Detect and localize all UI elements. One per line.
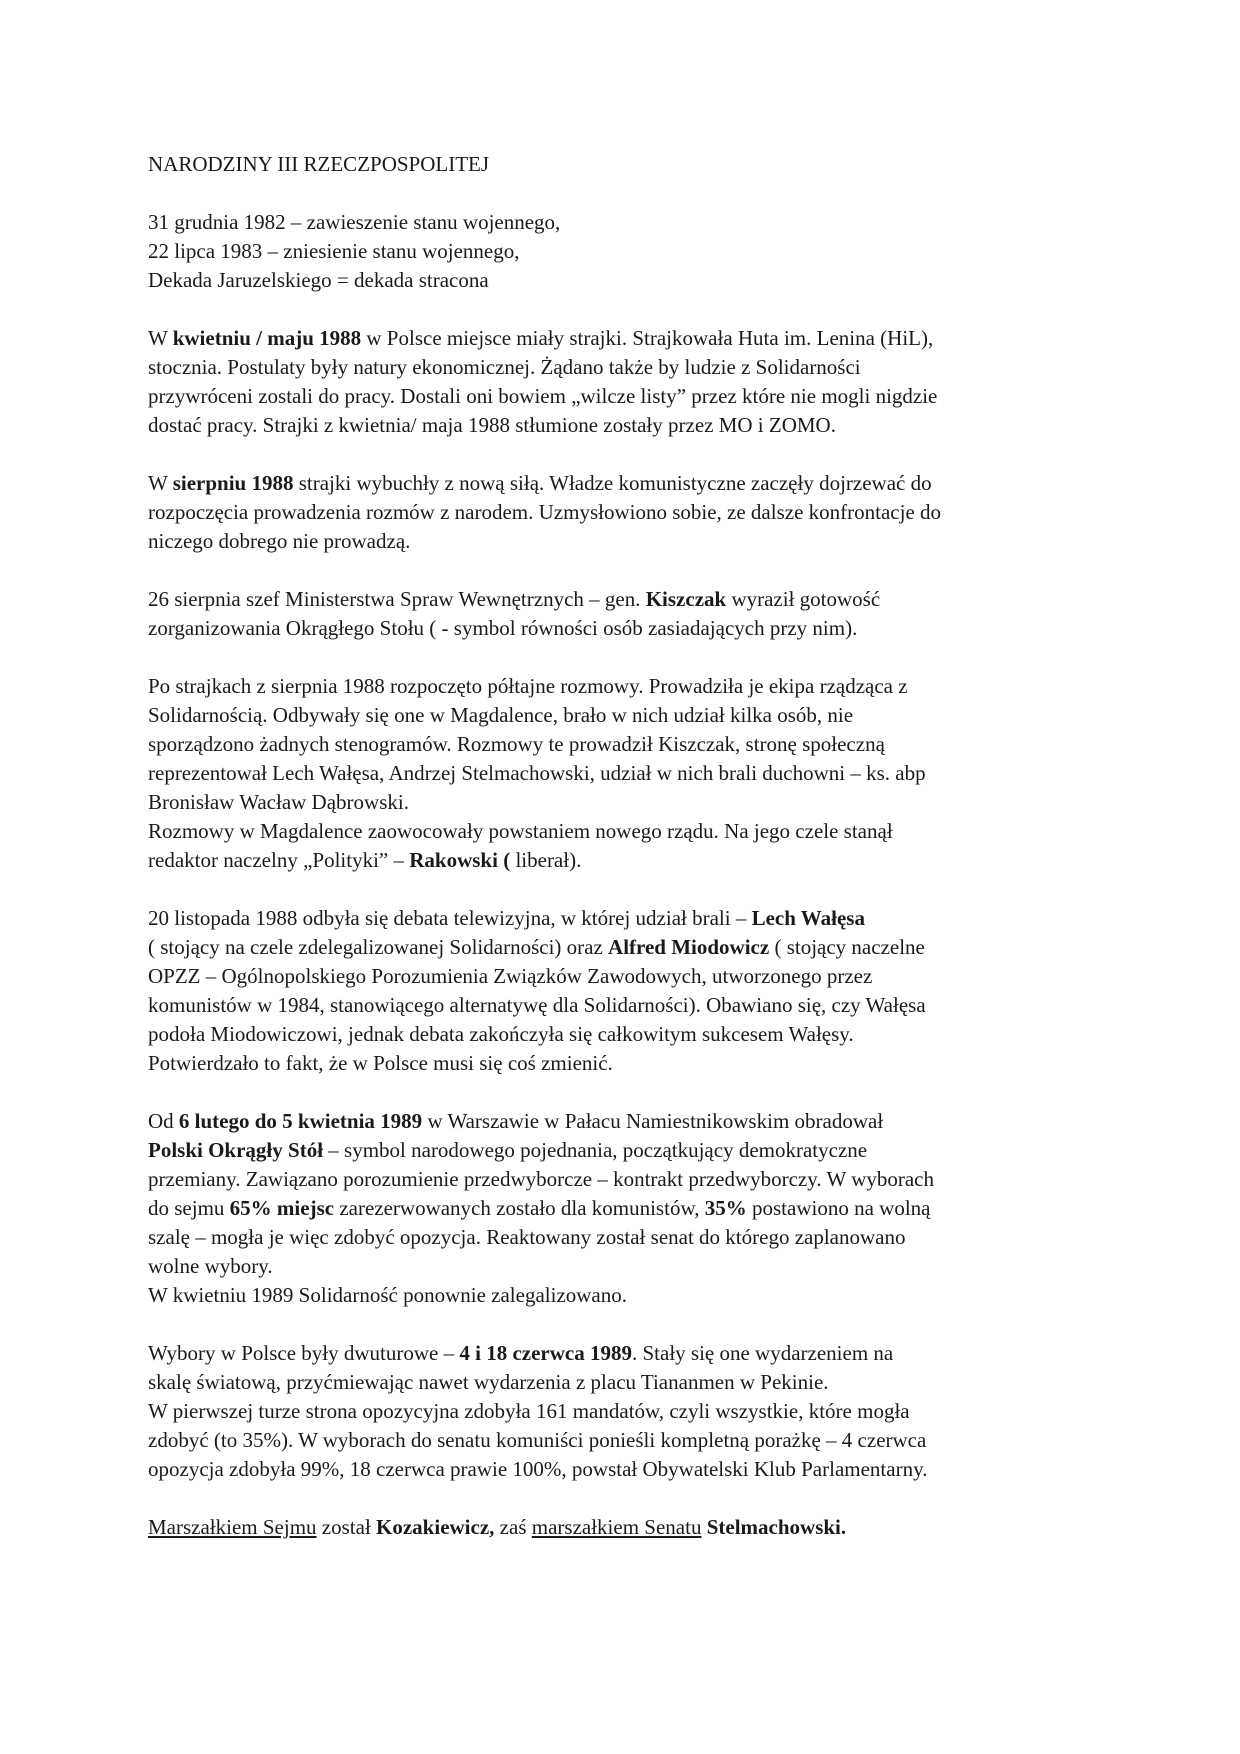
text-line <box>148 730 1098 759</box>
text-run: ( stojący na czele zdelegalizowanej Solidarności) oraz <box>148 935 609 959</box>
text-run: w Polsce miejsce miały strajki. Strajkowała Huta im. Lenina (HiL), <box>361 326 934 350</box>
text-line <box>148 411 1098 440</box>
text-run: strajki wybuchły z nową siłą. Władze komunistyczne zaczęły dojrzewać do <box>293 471 932 495</box>
paragraph <box>148 672 1098 875</box>
text-run: Bronisław Wacław Dąbrowski. <box>148 790 409 814</box>
text-run: zorganizowania Okrągłego Stołu ( - symbol równości osób zasiadających przy nim). <box>148 616 858 640</box>
text-line <box>148 498 1098 527</box>
text-run: Solidarnością. Odbywały się one w Magdalence, brało w nich udział kilka osób, nie <box>148 703 854 727</box>
text-line <box>148 1281 1098 1310</box>
text-run: przywróceni zostali do pracy. Dostali oni bowiem „wilcze listy” przez które nie mogli nigdzie <box>148 384 938 408</box>
paragraph <box>148 1513 1098 1542</box>
text-run: przemiany. Zawiązano porozumienie przedwyborcze – kontrakt przedwyborczy. W wyborach <box>148 1167 935 1191</box>
bold-text: Alfred Miodowicz <box>608 935 770 959</box>
text-run: do sejmu <box>148 1196 230 1220</box>
text-run: komunistów w 1984, stanowiącego alternatywę dla Solidarności). Obawiano się, czy Wałęsa <box>148 993 926 1017</box>
text-run: w Warszawie w Pałacu Namiestnikowskim obradował <box>422 1109 884 1133</box>
bold-text: 4 i 18 czerwca 1989 <box>459 1341 632 1365</box>
bold-text: 35% <box>704 1196 747 1220</box>
document-page <box>148 150 1098 1571</box>
text-line <box>148 324 1098 353</box>
text-line <box>148 1339 1098 1368</box>
text-run: zarezerwowanych zostało dla komunistów, <box>334 1196 705 1220</box>
bold-text: 65% miejsc <box>229 1196 335 1220</box>
text-line <box>148 817 1098 846</box>
paragraph <box>148 585 1098 643</box>
text-line <box>148 585 1098 614</box>
text-line <box>148 353 1098 382</box>
text-run: Od <box>148 1109 179 1133</box>
text-line <box>148 904 1098 933</box>
text-line <box>148 1397 1098 1426</box>
text-run: sporządzono żadnych stenogramów. Rozmowy te prowadził Kiszczak, stronę społeczną <box>148 732 885 756</box>
text-run: wolne wybory. <box>148 1254 273 1278</box>
paragraph <box>148 1107 1098 1310</box>
text-line <box>148 962 1098 991</box>
text-run: liberał). <box>510 848 582 872</box>
text-line <box>148 1049 1098 1078</box>
text-run: 31 grudnia 1982 – zawieszenie stanu wojennego, <box>148 210 561 234</box>
text-line <box>148 527 1098 556</box>
text-run: Dekada Jaruzelskiego = dekada stracona <box>148 268 489 292</box>
text-run: redaktor naczelny „Polityki” – <box>148 848 410 872</box>
bold-text: sierpniu 1988 <box>172 471 294 495</box>
text-run: zaś <box>494 1515 532 1539</box>
text-line <box>148 1513 1098 1542</box>
text-run: 26 sierpnia szef Ministerstwa Spraw Wewnętrznych – gen. <box>148 587 646 611</box>
bold-text: Stelmachowski. <box>706 1515 847 1539</box>
bold-text: Rakowski ( <box>409 848 511 872</box>
text-line <box>148 672 1098 701</box>
text-run: 22 lipca 1983 – zniesienie stanu wojennego, <box>148 239 520 263</box>
text-run: niczego dobrego nie prowadzą. <box>148 529 411 553</box>
text-run: W <box>148 471 173 495</box>
text-line <box>148 1136 1098 1165</box>
paragraph <box>148 208 1098 295</box>
text-run: postawiono na wolną <box>746 1196 931 1220</box>
text-run: zdobyć (to 35%). W wyborach do senatu komuniści ponieśli kompletną porażkę – 4 czerwca <box>148 1428 927 1452</box>
text-run: rozpoczęcia prowadzenia rozmów z narodem. Uzmysłowiono sobie, ze dalsze konfrontacje do <box>148 500 942 524</box>
text-run: podoła Miodowiczowi, jednak debata zakończyła się całkowitym sukcesem Wałęsy. <box>148 1022 854 1046</box>
text-run: Po strajkach z sierpnia 1988 rozpoczęto półtajne rozmowy. Prowadziła je ekipa rządząca z <box>148 674 908 698</box>
text-line <box>148 846 1098 875</box>
text-run: Rozmowy w Magdalence zaowocowały powstaniem nowego rządu. Na jego czele stanął <box>148 819 893 843</box>
text-line <box>148 1107 1098 1136</box>
text-run: szalę – mogła je więc zdobyć opozycja. Reaktowany został senat do którego zaplanowano <box>148 1225 906 1249</box>
bold-text: Kozakiewicz, <box>376 1515 495 1539</box>
text-run: W kwietniu 1989 Solidarność ponownie zalegalizowano. <box>148 1283 628 1307</box>
text-run: ( stojący naczelne <box>769 935 925 959</box>
text-run: . Stały się one wydarzeniem na <box>631 1341 894 1365</box>
text-line <box>148 933 1098 962</box>
underlined-text: marszałkiem Senatu <box>531 1515 702 1539</box>
text-line <box>148 237 1098 266</box>
bold-text: Lech Wałęsa <box>751 906 865 930</box>
text-run: – symbol narodowego pojednania, początkujący demokratyczne <box>323 1138 868 1162</box>
text-line <box>148 1223 1098 1252</box>
text-run: OPZZ – Ogólnopolskiego Porozumienia Związków Zawodowych, utworzonego przez <box>148 964 873 988</box>
text-line <box>148 614 1098 643</box>
bold-text: Kiszczak <box>645 587 727 611</box>
paragraph <box>148 904 1098 1078</box>
document-body <box>148 208 1098 1542</box>
text-run: został <box>316 1515 377 1539</box>
bold-text: 6 lutego do 5 kwietnia 1989 <box>178 1109 423 1133</box>
paragraph <box>148 324 1098 440</box>
text-line <box>148 1426 1098 1455</box>
text-line <box>148 469 1098 498</box>
paragraph <box>148 1339 1098 1484</box>
text-run: W <box>148 326 173 350</box>
text-line <box>148 266 1098 295</box>
text-run: opozycja zdobyła 99%, 18 czerwca prawie 100%, powstał Obywatelski Klub Parlamentarny. <box>148 1457 928 1481</box>
text-run: Wybory w Polsce były dwuturowe – <box>148 1341 460 1365</box>
text-line <box>148 991 1098 1020</box>
text-run: dostać pracy. Strajki z kwietnia/ maja 1988 stłumione zostały przez MO i ZOMO. <box>148 413 836 437</box>
text-run: Potwierdzało to fakt, że w Polsce musi się coś zmienić. <box>148 1051 613 1075</box>
bold-text: kwietniu / maju 1988 <box>172 326 362 350</box>
paragraph <box>148 469 1098 556</box>
text-line <box>148 788 1098 817</box>
text-run: wyraził gotowość <box>726 587 881 611</box>
text-run: stocznia. Postulaty były natury ekonomicznej. Żądano także by ludzie z Solidarności <box>148 355 861 379</box>
text-line <box>148 1368 1098 1397</box>
text-line <box>148 382 1098 411</box>
bold-text: Polski Okrągły Stół <box>148 1138 324 1162</box>
text-line <box>148 1194 1098 1223</box>
text-line <box>148 701 1098 730</box>
text-run: 20 listopada 1988 odbyła się debata telewizyjna, w której udział brali – <box>148 906 752 930</box>
text-line <box>148 759 1098 788</box>
text-run: W pierwszej turze strona opozycyjna zdobyła 161 mandatów, czyli wszystkie, które mogła <box>148 1399 910 1423</box>
underlined-text: Marszałkiem Sejmu <box>148 1515 317 1539</box>
text-run: skalę światową, przyćmiewając nawet wydarzenia z placu Tiananmen w Pekinie. <box>148 1370 829 1394</box>
text-line <box>148 1020 1098 1049</box>
text-line <box>148 1455 1098 1484</box>
text-run: reprezentował Lech Wałęsa, Andrzej Stelmachowski, udział w nich brali duchowni – ks. abp <box>148 761 926 785</box>
document-title: NARODZINY III RZECZPOSPOLITEJ <box>148 152 490 176</box>
text-line <box>148 208 1098 237</box>
text-line <box>148 1165 1098 1194</box>
text-line <box>148 1252 1098 1281</box>
